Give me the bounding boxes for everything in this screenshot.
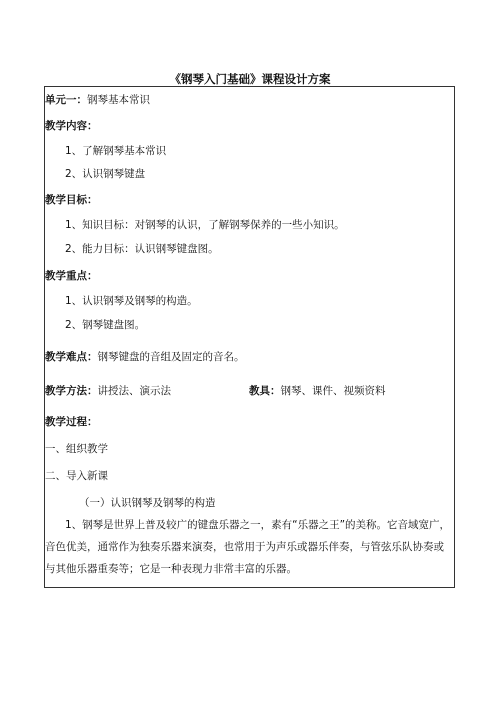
tools-value: 钢琴、课件、视频资料 <box>280 385 386 397</box>
difficulty-value: 钢琴键盘的音组及固定的音名。 <box>97 351 245 363</box>
piano-intro-text: 1、钢琴是世界上普及较广的键盘乐器之一，素有“乐器之王”的美称。它音域宽广，音色优美，通常作为独奏乐器来演奏，也常用于为声乐或器乐伴奏，与管弦乐队协奏或与其他乐器重奏等；它是一种表现力非常丰富的乐器。 <box>45 519 451 575</box>
content-item: 2、认识钢琴键盘 <box>65 168 146 180</box>
methods-value: 讲授法、演示法 <box>97 385 171 397</box>
process-step: 一、组织教学 <box>45 443 108 455</box>
key-point-item: 1、认识钢琴及钢琴的构造。 <box>65 295 198 307</box>
goals-heading: 教学目标： <box>45 194 98 206</box>
difficulty-row <box>45 351 245 364</box>
methods-row <box>45 385 171 398</box>
tools-row <box>249 385 386 398</box>
content-heading: 教学内容： <box>45 120 98 132</box>
key-point-item: 2、钢琴键盘图。 <box>65 319 146 331</box>
tools-label: 教具： <box>249 385 281 397</box>
difficulty-label: 教学难点： <box>45 351 98 363</box>
unit-label: 单元一： <box>45 94 87 106</box>
key-points-heading: 教学重点： <box>45 270 98 282</box>
process-heading: 教学过程： <box>45 416 98 428</box>
lesson-plan-table <box>44 86 455 588</box>
goal-item: 1、知识目标：对钢琴的认识，了解钢琴保养的一些小知识。 <box>65 219 345 231</box>
unit-value: 钢琴基本常识 <box>87 94 150 106</box>
process-sub-heading: （一）认识钢琴及钢琴的构造 <box>79 497 216 509</box>
process-step: 二、导入新课 <box>45 470 108 482</box>
piano-intro-paragraph <box>45 514 454 580</box>
goal-item: 2、能力目标：认识钢琴键盘图。 <box>65 243 219 255</box>
unit-row <box>45 94 150 107</box>
content-item: 1、了解钢琴基本常识 <box>65 145 167 157</box>
methods-label: 教学方法： <box>45 385 98 397</box>
document-title: 《钢琴入门基础》课程设计方案 <box>169 72 331 86</box>
